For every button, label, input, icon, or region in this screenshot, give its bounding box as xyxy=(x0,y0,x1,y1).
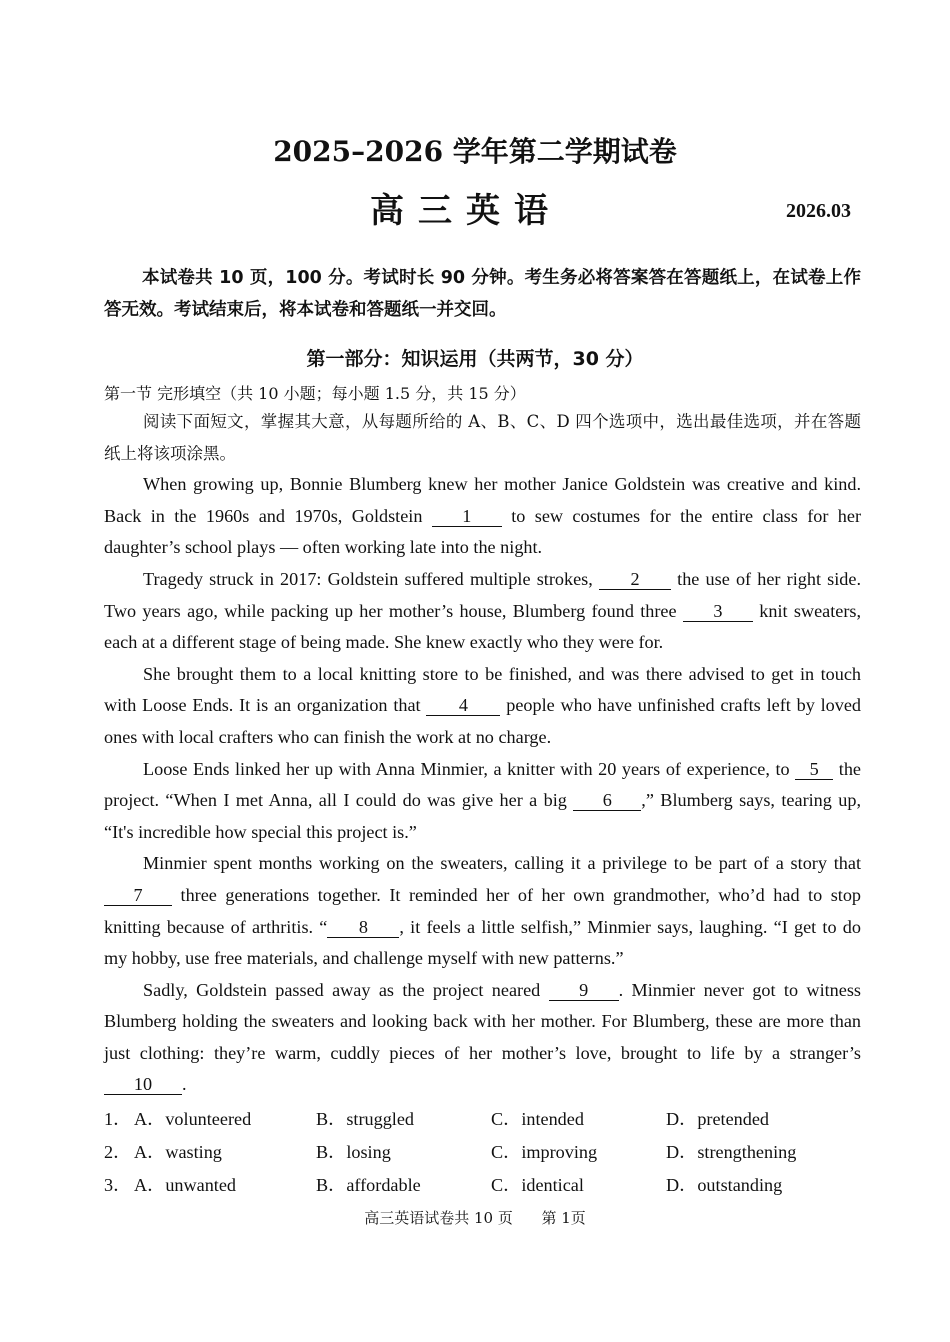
option-a: A．volunteered xyxy=(134,1108,252,1129)
option-d: D．strengthening xyxy=(666,1141,797,1162)
cloze-passage xyxy=(104,406,861,1101)
blank-2: 2 xyxy=(599,569,671,590)
option-c: C．improving xyxy=(491,1141,598,1162)
exam-date: 2026.03 xyxy=(786,200,851,222)
exam-notice: 本试卷共 10 页，100 分。考试时长 90 分钟。考生务必将答案答在答题纸上，在试卷上作答无效。考试结束后，将本试卷和答题纸一并交回。 xyxy=(104,268,861,320)
question-number: 2． xyxy=(104,1141,132,1162)
blank-6: 6 xyxy=(573,790,641,811)
option-a: A．unwanted xyxy=(134,1174,237,1195)
blank-10: 10 xyxy=(104,1074,182,1095)
option-b: B．struggled xyxy=(316,1108,415,1129)
paragraph-3: She brought them to a local knitting store to be finished, and was there advised to get in touch with Loose Ends. It is an organization that 4 people who have unfinished crafts left by loved ones with local crafters who can finish the work at no charge. xyxy=(104,663,862,747)
option-a: A．wasting xyxy=(134,1141,222,1162)
paragraph-4: Loose Ends linked her up with Anna Minmier, a knitter with 20 years of experience, to 5 the project. “When I met Anna, all I could do was give her a big 6 ,” Blumberg says, tearing up, “It's incredible how special this project is.” xyxy=(104,758,861,842)
paragraph-6: Sadly, Goldstein passed away as the project neared 9 . Minmier never got to witness Blumberg holding the sweaters and looking back with her mother. For Blumberg, these are more than just clothing: they’re warm, cuddly pieces of her mother’s love, brought to life by a stranger’s 10 . xyxy=(104,979,861,1095)
blank-1: 1 xyxy=(432,506,502,527)
blank-3: 3 xyxy=(683,601,753,622)
blank-5: 5 xyxy=(795,759,833,780)
part-title: 第一部分：知识运用（共两节，30 分） xyxy=(306,348,644,370)
blank-7: 7 xyxy=(104,885,172,906)
option-c: C．intended xyxy=(491,1108,584,1129)
paragraph-1: When growing up, Bonnie Blumberg knew her mother Janice Goldstein was creative and kind. Back in the 1960s and 1970s, Goldstein 1 to sew costumes for the entire class for her daughter’s school plays — often working late into the night. xyxy=(104,474,862,558)
exam-title: 2025–2026 学年第二学期试卷 xyxy=(273,135,677,168)
subject-title: 高三英语 xyxy=(370,191,562,231)
option-d: D．outstanding xyxy=(666,1174,783,1195)
question-number: 3． xyxy=(104,1174,132,1195)
page-footer: 高三英语试卷共 10 页 第 1页 xyxy=(364,1209,586,1227)
paragraph-2: Tragedy struck in 2017: Goldstein suffered multiple strokes, 2 the use of her right side. Two years ago, while packing up her mother’s house, Blumberg found three 3 knit sweaters, each at a different stage of being made. She knew exactly who they were for. xyxy=(104,568,862,653)
answer-options xyxy=(104,1101,861,1200)
option-b: B．losing xyxy=(316,1141,391,1162)
question-number: 1． xyxy=(104,1108,132,1129)
section-title: 第一节 完形填空（共 10 小题；每小题 1.5 分，共 15 分） xyxy=(104,384,526,403)
blank-9: 9 xyxy=(549,980,619,1001)
question-row xyxy=(104,1167,861,1200)
option-c: C．identical xyxy=(491,1174,584,1195)
blank-4: 4 xyxy=(426,695,500,716)
option-b: B．affordable xyxy=(316,1174,421,1195)
paragraph-5: Minmier spent months working on the sweaters, calling it a privilege to be part of a story that 7 three generations together. It reminded her of her own grandmother, who’d had to stop knitting because of arthritis. “ 8 , it feels a little selfish,” Minmier says, laughing. “I get to do my hobby, use free materials, and challenge myself with new patterns.” xyxy=(104,853,862,969)
instruction: 阅读下面短文，掌握其大意，从每题所给的 A、B、C、D 四个选项中，选出最佳选项，并在答题纸上将该项涂黑。 xyxy=(104,412,861,463)
blank-8: 8 xyxy=(327,917,399,938)
question-row xyxy=(104,1134,861,1167)
option-d: D．pretended xyxy=(666,1108,770,1129)
question-row xyxy=(104,1101,861,1134)
